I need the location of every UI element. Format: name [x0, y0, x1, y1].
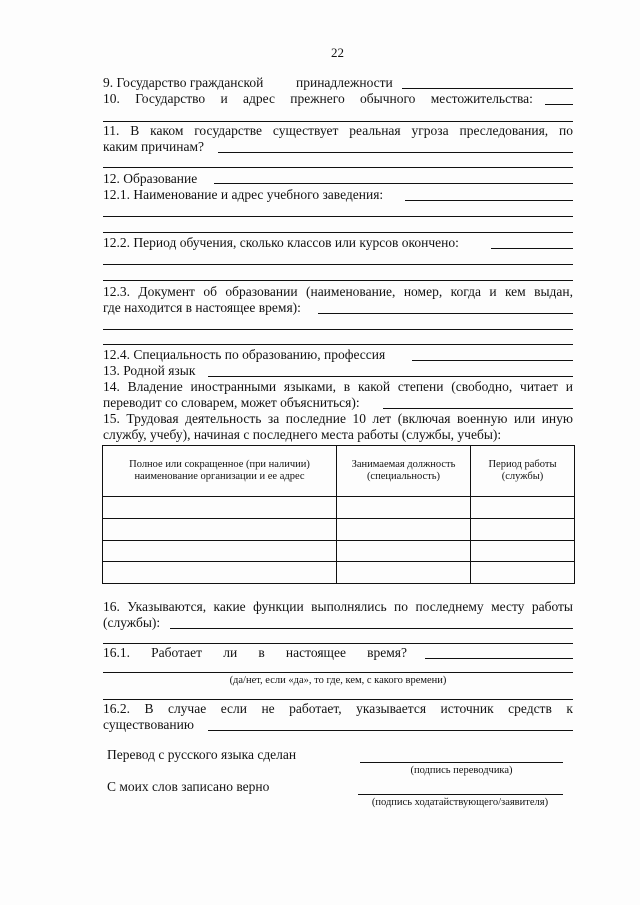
table-cell[interactable]	[337, 562, 471, 584]
q16-label: 16. Указываются, какие функции выполнялись по последнему месту работы	[103, 599, 573, 614]
table-row	[103, 540, 575, 562]
q12-4-answer-line[interactable]	[412, 360, 573, 361]
q14-label: 14. Владение иностранными языками, в какой степени (свободно, читает и	[103, 379, 573, 394]
q16-1-caption: (да/нет, если «да», то где, кем, с какого времени)	[229, 675, 447, 686]
q10-answer-line[interactable]	[545, 104, 573, 105]
label-word: указывается	[356, 701, 427, 716]
label-word: обычного	[360, 91, 416, 106]
q9-answer-line[interactable]	[402, 88, 573, 89]
label-word: работает,	[289, 701, 342, 716]
q14-label-line2: переводит со словарем, может объясниться):	[103, 395, 360, 410]
q12-answer-line[interactable]	[214, 183, 573, 184]
q10-label	[103, 91, 533, 107]
q15-label: 15. Трудовая деятельность за последние 10 лет (включая военную или иную	[103, 411, 573, 426]
q12-2-label: 12.2. Период обучения, сколько классов или курсов окончено:	[103, 235, 459, 250]
label-word: 16.1.	[103, 645, 130, 660]
q15-label-line2: службу, учебу), начиная с последнего места работы (службы, учебы):	[103, 427, 502, 442]
table-cell[interactable]	[103, 562, 337, 584]
q9-label: 9. Государство гражданской	[103, 75, 264, 90]
table-cell[interactable]	[471, 497, 575, 519]
label-word: ли	[223, 645, 238, 660]
table-cell[interactable]	[337, 497, 471, 519]
q12-2-answer-line[interactable]	[491, 248, 573, 249]
q12-1-answer-line[interactable]	[405, 200, 573, 201]
q13-label: 13. Родной язык	[103, 363, 196, 378]
label-word: настоящее	[285, 645, 346, 660]
label-word: и	[220, 91, 228, 106]
q16-answer-line[interactable]	[170, 628, 573, 629]
label-word: средств	[508, 701, 552, 716]
label-word: 16.2.	[103, 701, 130, 716]
q16-1-label	[103, 645, 407, 661]
label-word: 10.	[103, 91, 120, 106]
table-row	[103, 562, 575, 584]
words-recorded-label: С моих слов записано верно	[107, 779, 270, 794]
q12-1-answer-line-3[interactable]	[103, 232, 573, 233]
label-word: время?	[367, 645, 407, 660]
table-cell[interactable]	[103, 497, 337, 519]
q12-4-label: 12.4. Специальность по образованию, профессия	[103, 347, 386, 362]
label-word: В	[144, 701, 154, 716]
q12-1-label: 12.1. Наименование и адрес учебного заведения:	[103, 187, 384, 202]
q12-3-answer-line-3[interactable]	[103, 344, 573, 345]
q14-answer-line[interactable]	[383, 408, 573, 409]
applicant-caption: (подпись ходатайствующего/заявителя)	[371, 797, 549, 808]
translator-caption: (подпись переводчика)	[410, 765, 513, 776]
q11-label-line2: каким причинам?	[103, 139, 205, 154]
q12-2-answer-line-2[interactable]	[103, 264, 573, 265]
q12-3-label: 12.3. Документ об образовании (наименование, номер, когда и кем выдан,	[103, 284, 573, 299]
table-header-row	[103, 446, 575, 497]
q12-3-label-line2: где находится в настоящее время):	[103, 300, 301, 315]
q16-label-line2: (службы):	[103, 615, 161, 630]
table-cell[interactable]	[337, 518, 471, 540]
page-number: 22	[331, 45, 344, 60]
table-header-position: Занимаемая должность (специальность)	[337, 446, 471, 497]
table-row	[103, 497, 575, 519]
q16-2-label	[103, 701, 573, 717]
q12-3-answer-line[interactable]	[318, 313, 573, 314]
label-word: в	[258, 645, 265, 660]
label-word: местожительства:	[430, 91, 533, 106]
q16-2-label-line2: существованию	[103, 717, 194, 732]
q11-answer-line[interactable]	[218, 152, 573, 153]
label-word: источник	[440, 701, 494, 716]
label-word: если	[220, 701, 247, 716]
table-row	[103, 518, 575, 540]
translator-signature-line[interactable]	[360, 762, 563, 763]
q12-label: 12. Образование	[103, 171, 198, 186]
label-word: адрес	[243, 91, 275, 106]
q13-answer-line[interactable]	[208, 376, 573, 377]
table-header-period: Период работы (службы)	[471, 446, 575, 497]
q11-label: 11. В каком государстве существует реальная угроза преследования, по	[103, 123, 573, 138]
applicant-signature-line[interactable]	[358, 794, 563, 795]
label-word: не	[261, 701, 275, 716]
q16-answer-line-2[interactable]	[103, 643, 573, 644]
label-word: случае	[167, 701, 207, 716]
work-history-table	[102, 445, 575, 584]
q12-3-answer-line-2[interactable]	[103, 329, 573, 330]
translation-label: Перевод с русского языка сделан	[107, 747, 297, 762]
q10-answer-line-2[interactable]	[103, 121, 573, 122]
table-cell[interactable]	[337, 540, 471, 562]
table-cell[interactable]	[471, 562, 575, 584]
q12-1-answer-line-2[interactable]	[103, 216, 573, 217]
table-cell[interactable]	[471, 518, 575, 540]
q16-1-answer-line-2[interactable]	[103, 672, 573, 673]
table-cell[interactable]	[103, 540, 337, 562]
label-word: Государство	[135, 91, 206, 106]
q16-2-answer-line[interactable]	[208, 730, 573, 731]
label-word: Работает	[151, 645, 203, 660]
q9-label-cont: принадлежности	[296, 75, 393, 90]
label-word: прежнего	[290, 91, 345, 106]
q11-answer-line-2[interactable]	[103, 167, 573, 168]
q12-2-answer-line-3[interactable]	[103, 280, 573, 281]
table-cell[interactable]	[103, 518, 337, 540]
label-word: к	[566, 701, 573, 716]
table-header-organization: Полное или сокращенное (при наличии) наименование организации и ее адрес	[103, 446, 337, 497]
q16-1-answer-line[interactable]	[425, 658, 573, 659]
table-cell[interactable]	[471, 540, 575, 562]
q16-1-answer-line-3[interactable]	[103, 699, 573, 700]
